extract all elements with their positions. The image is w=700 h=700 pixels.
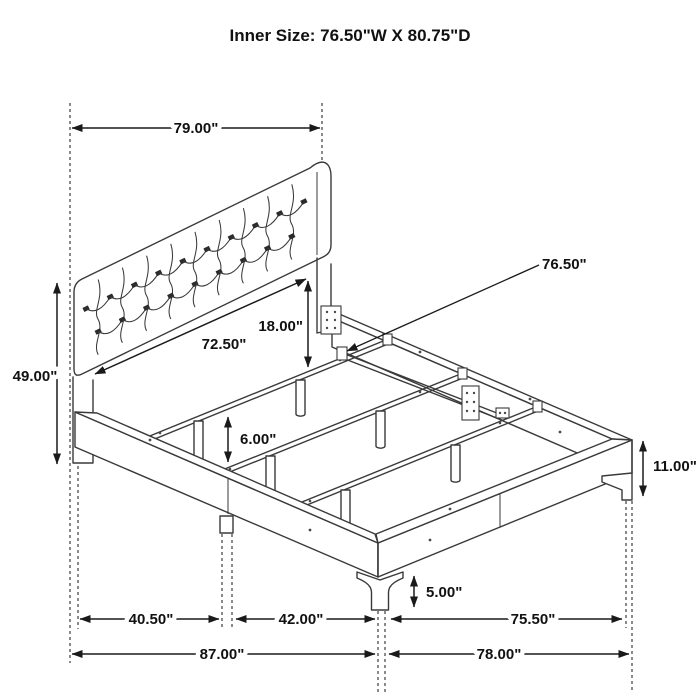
dim-label-18: 18.00" — [258, 318, 303, 335]
dim-label-87: 87.00" — [199, 646, 245, 663]
dim-label-79: 79.00" — [173, 120, 219, 137]
dim-overall-depth — [72, 646, 375, 663]
right-l-leg — [602, 473, 632, 500]
headboard-right-leg — [317, 258, 341, 334]
dim-headboard-height — [13, 283, 58, 464]
dim-label-5: 5.00" — [426, 584, 463, 601]
mid-leg-block — [220, 516, 233, 533]
dim-headboard-bottom-to-deck — [258, 281, 308, 367]
dim-label-40-50: 40.50" — [128, 611, 174, 628]
dim-slat-leg-height — [228, 417, 276, 462]
dim-label-6: 6.00" — [240, 431, 277, 448]
front-t-leg — [357, 572, 403, 610]
dim-label-42: 42.00" — [278, 611, 324, 628]
dim-headboard-overall-width — [72, 120, 320, 137]
dim-foot-leg-height — [414, 576, 462, 607]
dim-head-leg-to-mid-leg — [80, 611, 219, 628]
dim-mid-leg-to-foot-leg — [236, 611, 375, 628]
dim-label-78: 78.00" — [476, 646, 522, 663]
dimensions — [13, 120, 697, 663]
dim-side-rail-height — [643, 441, 697, 496]
extension-lines — [70, 103, 632, 694]
dim-foot-span — [391, 611, 622, 628]
dim-label-72-50: 72.50" — [201, 336, 247, 353]
dim-overall-width — [389, 646, 629, 663]
dim-label-11: 11.00" — [653, 458, 697, 475]
dim-label-49: 49.00" — [12, 368, 58, 385]
dim-label-75-50: 75.50" — [510, 611, 556, 628]
foot-rail — [376, 439, 632, 577]
page-title: Inner Size: 76.50"W X 80.75"D — [229, 26, 471, 45]
dim-label-76-50: 76.50" — [542, 256, 587, 273]
